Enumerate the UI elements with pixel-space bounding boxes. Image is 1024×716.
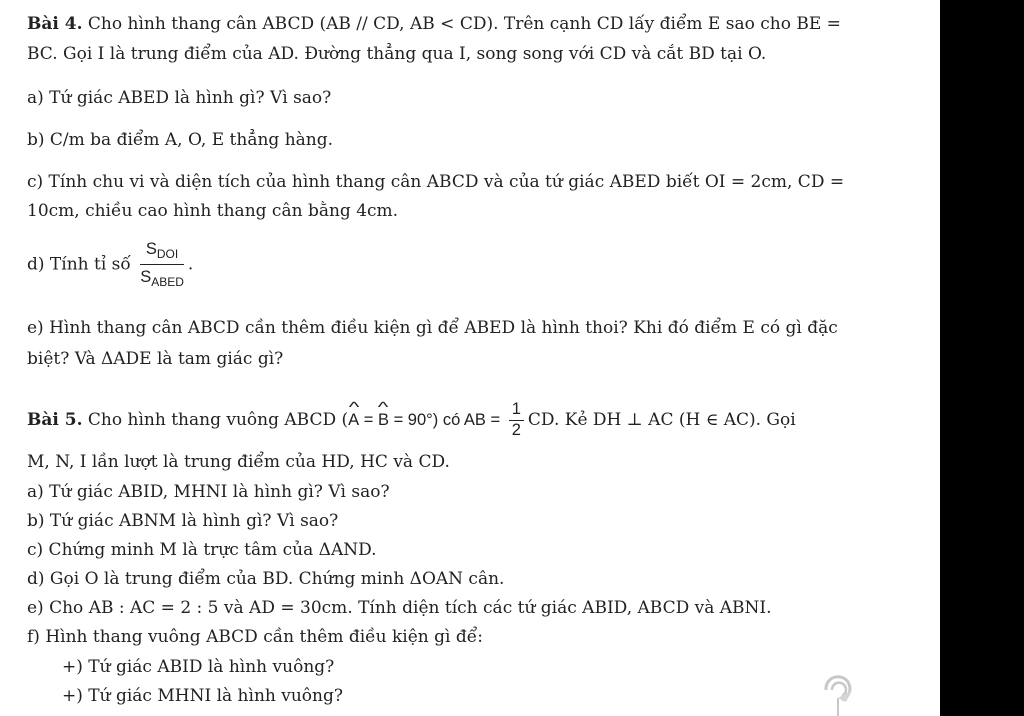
bai5-question-f: f) Hình thang vuông ABCD cần thêm điều kiện gì để: [27,627,483,647]
bai4-question-b: b) C/m ba điểm A, O, E thẳng hàng. [27,130,334,150]
eq2: = 90°) có AB = [388,410,505,429]
ratio-fraction [140,240,184,290]
bai4-title: Bài 4. [27,14,83,34]
bai4-question-d [27,240,193,290]
bai4-d-prefix: d) Tính tỉ số [27,254,131,275]
half-fraction: $\frac{1}{2}$ [509,400,524,441]
bai4-question-e-line1: e) Hình thang cân ABCD cần thêm điều kiện gì để ABED là hình thoi? Khi đó điểm E có gì đặc [27,318,838,338]
bai4-question-e-line2: biệt? Và ΔADE là tam giác gì? [27,349,284,369]
bai5-question-c: c) Chứng minh M là trực tâm của ΔAND. [27,540,377,560]
bai5-intro-post: CD. Kẻ DH ⊥ AC (H ∈ AC). Gọi [527,409,796,430]
bai4-question-c-line1: c) Tính chu vi và diện tích của hình thang cân ABCD và của tứ giác ABED biết OI = 2cm, CD = [27,172,845,192]
bai5-question-f2: +) Tứ giác MHNI là hình vuông? [62,686,343,706]
bai5-intro-line1 [27,400,796,441]
cursor-icon [816,668,860,716]
bai5-title: Bài 5. [27,409,83,430]
bai4-question-c-line2: 10cm, chiều cao hình thang cân bằng 4cm. [27,201,399,221]
bai4-question-a: a) Tứ giác ABED là hình gì? Vì sao? [27,88,332,108]
bai5-question-f1: +) Tứ giác ABID là hình vuông? [62,657,335,677]
bai5-question-d: d) Gọi O là trung điểm của BD. Chứng minh ΔOAN cân. [27,569,505,589]
bai5-intro-pre: Cho hình thang vuông ABCD ( [87,409,349,430]
bai5-question-e: e) Cho AB : AC = 2 : 5 và AD = 30cm. Tính diện tích các tứ giác ABID, ABCD và ABNI. [27,598,772,618]
bai4-intro-line2: BC. Gọi I là trung điểm của AD. Đường thẳng qua I, song song với CD và cắt BD tại O. [27,44,767,64]
bai5-intro-line2: M, N, I lần lượt là trung điểm của HD, HC và CD. [27,452,450,472]
bai5-question-b: b) Tứ giác ABNM là hình gì? Vì sao? [27,511,339,531]
ratio-denominator: $S_{ABED}$ [140,268,184,290]
angle-a: ^ A [348,411,359,431]
bai4-intro-line1 [27,14,841,34]
ratio-numerator: $S_{DOI}$ [140,240,184,265]
bai5-question-a: a) Tứ giác ABID, MHNI là hình gì? Vì sao? [27,482,390,502]
angle-b: ^ B [378,411,389,431]
eq1: = [359,410,378,429]
bai4-intro-text: Cho hình thang cân ABCD (AB // CD, AB < CD). Trên cạnh CD lấy điểm E sao cho BE = [87,14,841,34]
bai4-d-suffix: . [187,254,194,275]
